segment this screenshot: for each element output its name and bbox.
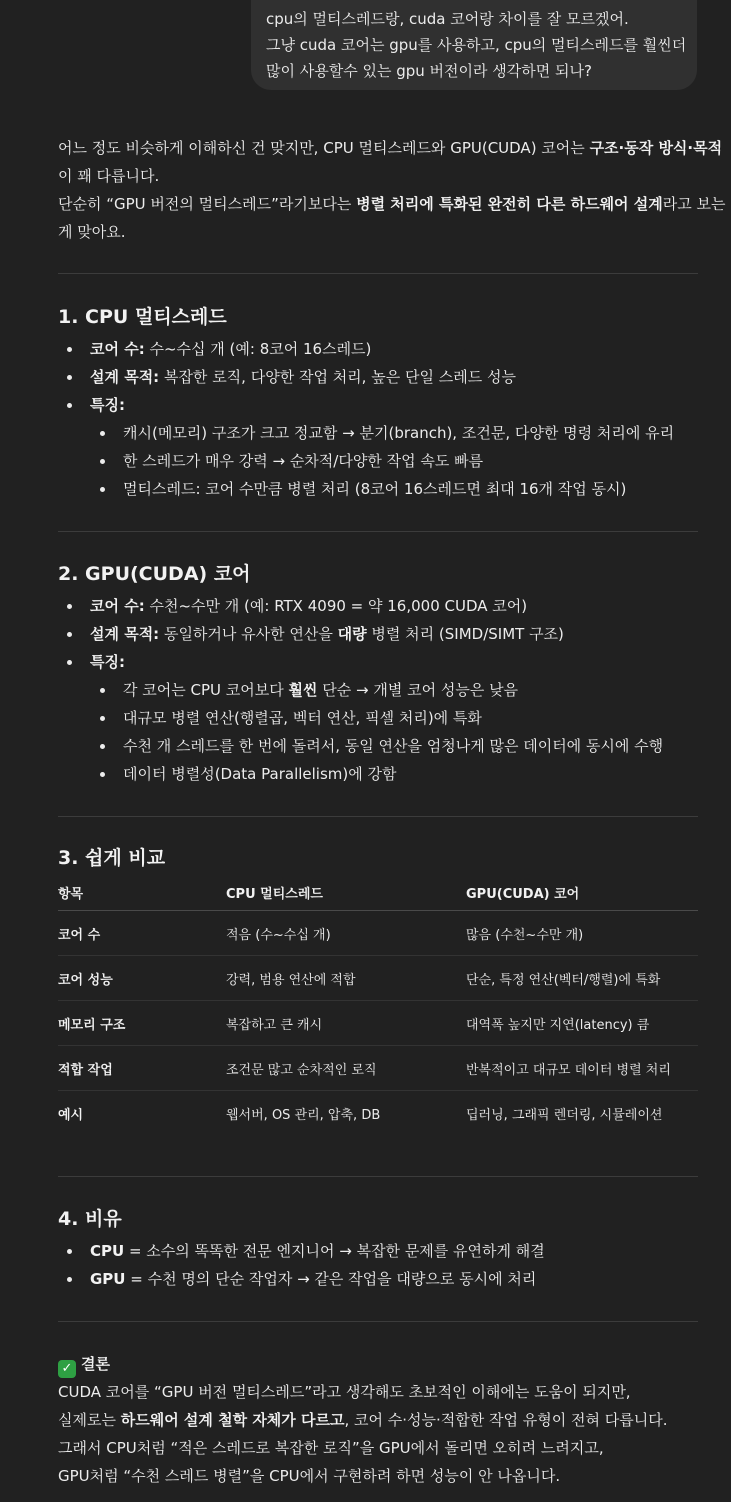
- list-item: 설계 목적: 복잡한 로직, 다양한 작업 처리, 높은 단일 스레드 성능: [90, 363, 516, 391]
- list-item: 코어 수: 수~수십 개 (예: 8코어 16스레드): [90, 335, 371, 363]
- sub-list-item: 한 스레드가 매우 강력 → 순차적/다양한 작업 속도 빠름: [123, 447, 483, 475]
- list-item: 설계 목적: 동일하거나 유사한 연산을 대량 병렬 처리 (SIMD/SIMT 구조): [90, 620, 564, 648]
- divider: [58, 1321, 698, 1322]
- table-cell: 조건문 많고 순차적인 로직: [226, 1046, 466, 1091]
- sub-list-item: 대규모 병렬 연산(행렬곱, 벡터 연산, 픽셀 처리)에 특화: [123, 704, 482, 732]
- list-item: CPU = 소수의 똑똑한 전문 엔지니어 → 복잡한 문제를 유연하게 해결: [90, 1237, 545, 1265]
- user-message-line: 그냥 cuda 코어는 gpu를 사용하고, cpu의 멀티스레드를 훨씬더: [266, 36, 687, 54]
- table-header-cell: CPU 멀티스레드: [226, 874, 466, 911]
- check-mark-icon: ✓: [58, 1360, 76, 1378]
- list-item: 코어 수: 수천~수만 개 (예: RTX 4090 = 약 16,000 CUDA 코어): [90, 592, 527, 620]
- conclusion-line: CUDA 코어를 “GPU 버전 멀티스레드”라고 생각해도 초보적인 이해에는 도움이 되지만,: [58, 1383, 631, 1401]
- divider: [58, 531, 698, 532]
- list-item: 특징:: [90, 391, 125, 419]
- table-cell: 메모리 구조: [58, 1001, 226, 1046]
- table-cell: 강력, 범용 연산에 적합: [226, 956, 466, 1001]
- intro-line: 게 맞아요.: [58, 223, 126, 241]
- table-cell: 많음 (수천~수만 개): [466, 911, 698, 956]
- section-heading: 1. CPU 멀티스레드: [58, 306, 227, 328]
- assistant-intro: [58, 134, 726, 246]
- sub-list-item: 수천 개 스레드를 한 번에 돌려서, 동일 연산을 엄청나게 많은 데이터에 동시에 수행: [123, 732, 663, 760]
- table-row: [58, 1091, 698, 1136]
- table-header-row: [58, 874, 698, 911]
- table-cell: 웹서버, OS 관리, 압축, DB: [226, 1107, 381, 1123]
- divider: [58, 273, 698, 274]
- divider: [58, 816, 698, 817]
- section-heading: 4. 비유: [58, 1208, 122, 1230]
- table-cell: 코어 성능: [58, 956, 226, 1001]
- table-cell: 단순, 특정 연산(벡터/행렬)에 특화: [466, 956, 698, 1001]
- user-message-line: cpu의 멀티스레드랑, cuda 코어랑 차이를 잘 모르겠어.: [266, 10, 629, 28]
- section-heading: 3. 쉽게 비교: [58, 847, 166, 869]
- conclusion-line: 그래서 CPU처럼 “적은 스레드로 복잡한 로직”을 GPU에서 돌리면 오히려 느려지고,: [58, 1439, 604, 1457]
- table-header-cell: 항목: [58, 874, 226, 911]
- user-message-bubble: [251, 0, 697, 90]
- user-message-line: 많이 사용할수 있는 gpu 버전이라 생각하면 되나?: [266, 62, 592, 80]
- table-cell: 예시: [58, 1107, 84, 1123]
- sub-list-item: 캐시(메모리) 구조가 크고 정교함 → 분기(branch), 조건문, 다양한 명령 처리에 유리: [123, 419, 674, 447]
- list-item: 특징:: [90, 648, 125, 676]
- intro-line: 어느 정도 비슷하게 이해하신 건 맞지만, CPU 멀티스레드와 GPU(CUDA) 코어는 구조·동작 방식·목적: [58, 139, 723, 157]
- table-cell: 코어 수: [58, 911, 226, 956]
- section-heading: 2. GPU(CUDA) 코어: [58, 563, 251, 585]
- table-cell: 딥러닝, 그래픽 렌더링, 시뮬레이션: [466, 1107, 663, 1123]
- table-header-cell: GPU(CUDA) 코어: [466, 874, 698, 911]
- table-cell: 대역폭 높지만 지연(latency) 큼: [466, 1001, 698, 1046]
- sub-list-item: 멀티스레드: 코어 수만큼 병렬 처리 (8코어 16스레드면 최대 16개 작업 동시): [123, 475, 626, 503]
- table-cell: 반복적이고 대규모 데이터 병렬 처리: [466, 1046, 698, 1091]
- conclusion-line: 실제로는 하드웨어 설계 철학 자체가 다르고, 코어 수·성능·적합한 작업 유형이 전혀 다릅니다.: [58, 1411, 668, 1429]
- table-cell: 복잡하고 큰 캐시: [226, 1001, 466, 1046]
- table-row: [58, 911, 698, 956]
- conclusion-heading: ✓ 결론: [58, 1350, 698, 1378]
- intro-line: 이 꽤 다릅니다.: [58, 167, 160, 185]
- list-item: GPU = 수천 명의 단순 작업자 → 같은 작업을 대량으로 동시에 처리: [90, 1265, 536, 1293]
- conclusion-line: GPU처럼 “수천 스레드 병렬”을 CPU에서 구현하려 하면 성능이 안 나옵니다.: [58, 1467, 561, 1485]
- sub-list-item: 각 코어는 CPU 코어보다 훨씬 단순 → 개별 코어 성능은 낮음: [123, 676, 518, 704]
- table-row: [58, 1046, 698, 1091]
- table-row: [58, 1001, 698, 1046]
- divider: [58, 1176, 698, 1177]
- comparison-table: [58, 874, 698, 1135]
- table-cell: 적합 작업: [58, 1046, 226, 1091]
- table-row: [58, 956, 698, 1001]
- conclusion-block: [58, 1350, 698, 1490]
- sub-list-item: 데이터 병렬성(Data Parallelism)에 강함: [123, 760, 396, 788]
- table-cell: 적음 (수~수십 개): [226, 911, 466, 956]
- intro-line: 단순히 “GPU 버전의 멀티스레드”라기보다는 병렬 처리에 특화된 완전히 다른 하드웨어 설계라고 보는: [58, 195, 726, 213]
